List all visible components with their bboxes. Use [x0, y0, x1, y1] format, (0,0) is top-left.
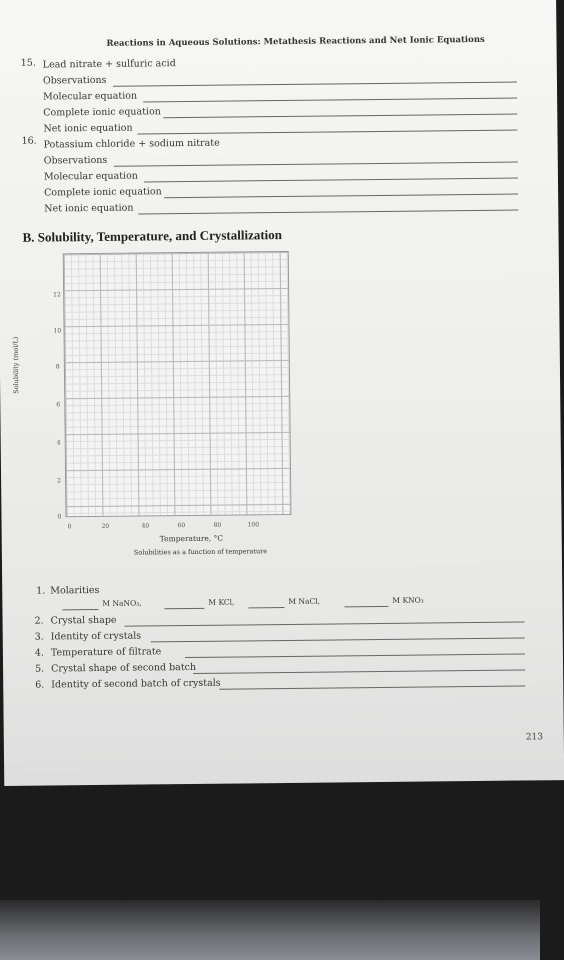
- molarity-nacl-line[interactable]: [248, 607, 284, 608]
- molarity-kcl-line[interactable]: [164, 608, 204, 609]
- question-4-number: 4.: [34, 647, 45, 659]
- q16-observations-label: Observations: [43, 154, 108, 167]
- q15-net-ionic-label: Net ionic equation: [43, 122, 133, 135]
- question-6-line[interactable]: [219, 685, 525, 689]
- question-16-number: 16.: [21, 135, 37, 147]
- y-tick-2: 2: [57, 477, 61, 485]
- question-2-label: Crystal shape: [50, 614, 117, 627]
- question-15-number: 15.: [20, 57, 36, 69]
- molarity-kcl-label: M KCl,: [208, 597, 235, 607]
- question-2-number: 2.: [34, 615, 44, 627]
- question-5-number: 5.: [35, 663, 45, 675]
- q15-molecular-label: Molecular equation: [43, 90, 138, 103]
- molarity-nano3-line[interactable]: [62, 609, 98, 610]
- y-tick-12: 12: [53, 291, 61, 299]
- x-tick-60: 60: [177, 522, 186, 530]
- question-4-line[interactable]: [185, 653, 525, 658]
- question-4-label: Temperature of filtrate: [50, 646, 162, 659]
- page-number: 213: [525, 732, 544, 743]
- q16-net-ionic-label: Net ionic equation: [44, 202, 134, 215]
- q15-molecular-line[interactable]: [143, 98, 517, 103]
- y-tick-10: 10: [53, 327, 62, 335]
- question-6-number: 6.: [35, 679, 45, 691]
- graph-caption: Solubilities as a function of temperature: [133, 547, 268, 557]
- molarity-kno3-label: M KNO₃: [392, 595, 424, 605]
- section-b-title: B. Solubility, Temperature, and Crystallization: [22, 227, 283, 245]
- question-1-number: 1.: [36, 585, 46, 597]
- page-header: Reactions in Aqueous Solutions: Metathesis Reactions and Net Ionic Equations: [106, 34, 485, 49]
- q15-observations-label: Observations: [42, 74, 107, 87]
- x-tick-20: 20: [101, 522, 110, 530]
- q16-complete-ionic-line[interactable]: [164, 194, 518, 199]
- molarity-kno3-line[interactable]: [344, 606, 388, 607]
- question-16-prompt: Potassium chloride + sodium nitrate: [43, 137, 220, 151]
- x-tick-100: 100: [247, 521, 260, 529]
- y-tick-0: 0: [57, 513, 62, 521]
- y-tick-4: 4: [56, 439, 61, 447]
- question-3-number: 3.: [34, 631, 44, 643]
- question-6-label: Identity of second batch of crystals: [51, 677, 221, 691]
- y-tick-6: 6: [56, 401, 61, 409]
- q16-net-ionic-line[interactable]: [138, 210, 518, 215]
- q16-complete-ionic-label: Complete ionic equation: [44, 186, 162, 199]
- x-axis-label: Temperature, °C: [159, 533, 224, 544]
- x-tick-80: 80: [213, 521, 222, 529]
- x-tick-0: 0: [67, 523, 72, 531]
- question-3-label: Identity of crystals: [50, 630, 142, 643]
- q15-observations-line[interactable]: [113, 82, 517, 87]
- question-1-label: Molarities: [50, 584, 100, 597]
- question-3-line[interactable]: [151, 637, 525, 642]
- question-5-line[interactable]: [193, 669, 525, 673]
- q15-complete-ionic-line[interactable]: [163, 114, 517, 119]
- q15-net-ionic-line[interactable]: [137, 130, 517, 135]
- background-surface: [0, 900, 540, 960]
- x-tick-40: 40: [141, 522, 150, 530]
- question-5-label: Crystal shape of second batch: [51, 661, 197, 675]
- q16-molecular-label: Molecular equation: [43, 170, 138, 183]
- solubility-graph-grid[interactable]: [63, 251, 292, 517]
- molarity-nano3-label: M NaNO₃,: [102, 598, 142, 608]
- q15-complete-ionic-label: Complete ionic equation: [43, 106, 161, 119]
- question-15-prompt: Lead nitrate + sulfuric acid: [42, 58, 176, 71]
- q16-observations-line[interactable]: [114, 162, 518, 167]
- y-axis-label: Solubility (mol/L): [11, 336, 21, 394]
- y-tick-8: 8: [55, 363, 60, 371]
- q16-molecular-line[interactable]: [144, 178, 518, 183]
- question-2-line[interactable]: [125, 621, 525, 626]
- molarity-nacl-label: M NaCl,: [288, 596, 321, 606]
